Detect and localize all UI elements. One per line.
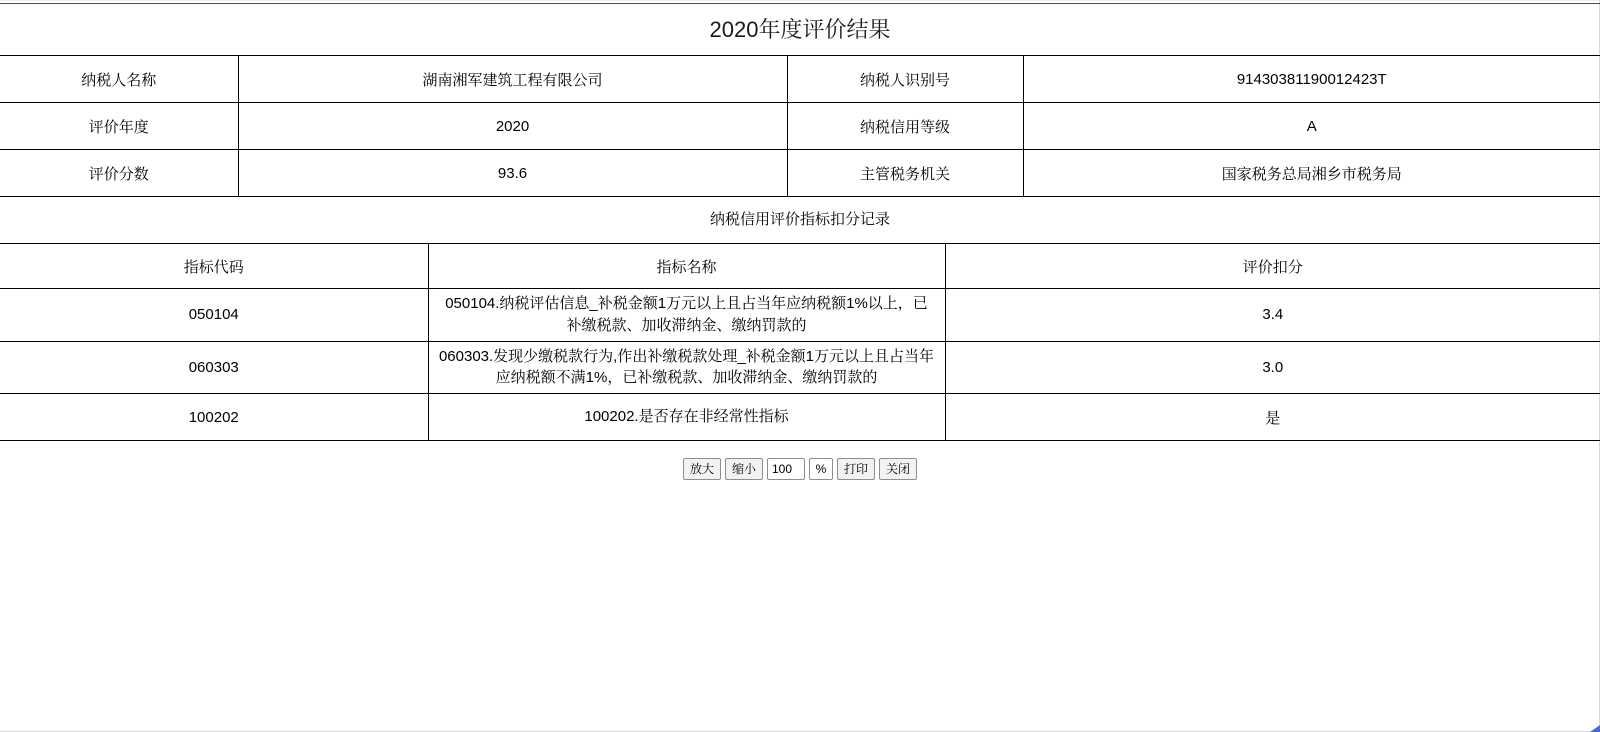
table-row	[0, 56, 1600, 103]
evaluation-score-label: 评价分数	[0, 150, 238, 197]
taxpayer-info-table	[0, 55, 1600, 197]
table-row	[0, 103, 1600, 150]
deduction-cell: 3.0	[945, 341, 1600, 394]
indicator-name-cell: 100202.是否存在非经常性指标	[428, 394, 945, 441]
indicator-name-cell: 060303.发现少缴税款行为,作出补缴税款处理_补税金额1万元以上且占当年应纳税额不满1%，已补缴税款、加收滞纳金、缴纳罚款的	[428, 341, 945, 394]
deduction-records-caption: 纳税信用评价指标扣分记录	[709, 211, 890, 228]
window-resize-corner	[1590, 725, 1600, 732]
evaluation-year-label: 评价年度	[0, 103, 238, 150]
deduction-cell: 是	[945, 394, 1600, 441]
table-row	[0, 150, 1600, 197]
indicator-code-cell: 100202	[0, 394, 428, 441]
evaluation-score-value: 93.6	[238, 150, 787, 197]
taxpayer-name-label: 纳税人名称	[0, 56, 238, 103]
zoom-percent-input[interactable]	[767, 458, 805, 480]
taxpayer-name-value: 湖南湘军建筑工程有限公司	[238, 56, 787, 103]
zoom-out-button[interactable]: 缩小	[725, 458, 763, 480]
evaluation-year-value: 2020	[238, 103, 787, 150]
percent-label: %	[809, 458, 833, 480]
credit-rating-value: A	[1023, 103, 1600, 150]
table-row	[0, 289, 1600, 342]
col-header-deduction: 评价扣分	[945, 244, 1600, 289]
col-header-indicator-code: 指标代码	[0, 244, 428, 289]
deduction-table	[0, 243, 1600, 441]
tax-authority-label: 主管税务机关	[787, 150, 1023, 197]
toolbar	[0, 458, 1600, 480]
taxpayer-id-label: 纳税人识别号	[787, 56, 1023, 103]
taxpayer-id-value: 91430381190012423T	[1023, 56, 1600, 103]
indicator-code-cell: 060303	[0, 341, 428, 394]
indicator-code-cell: 050104	[0, 289, 428, 342]
indicator-name-cell: 050104.纳税评估信息_补税金额1万元以上且占当年应纳税额1%以上，已补缴税款、加收滞纳金、缴纳罚款的	[428, 289, 945, 342]
page-title: 2020年度评价结果	[0, 3, 1600, 55]
col-header-indicator-name: 指标名称	[428, 244, 945, 289]
close-button[interactable]: 关闭	[879, 458, 917, 480]
print-button[interactable]: 打印	[837, 458, 875, 480]
tax-authority-value: 国家税务总局湘乡市税务局	[1023, 150, 1600, 197]
table-header-row	[0, 244, 1600, 289]
deduction-cell: 3.4	[945, 289, 1600, 342]
table-row	[0, 394, 1600, 441]
table-row	[0, 341, 1600, 394]
zoom-in-button[interactable]: 放大	[683, 458, 721, 480]
credit-rating-label: 纳税信用等级	[787, 103, 1023, 150]
